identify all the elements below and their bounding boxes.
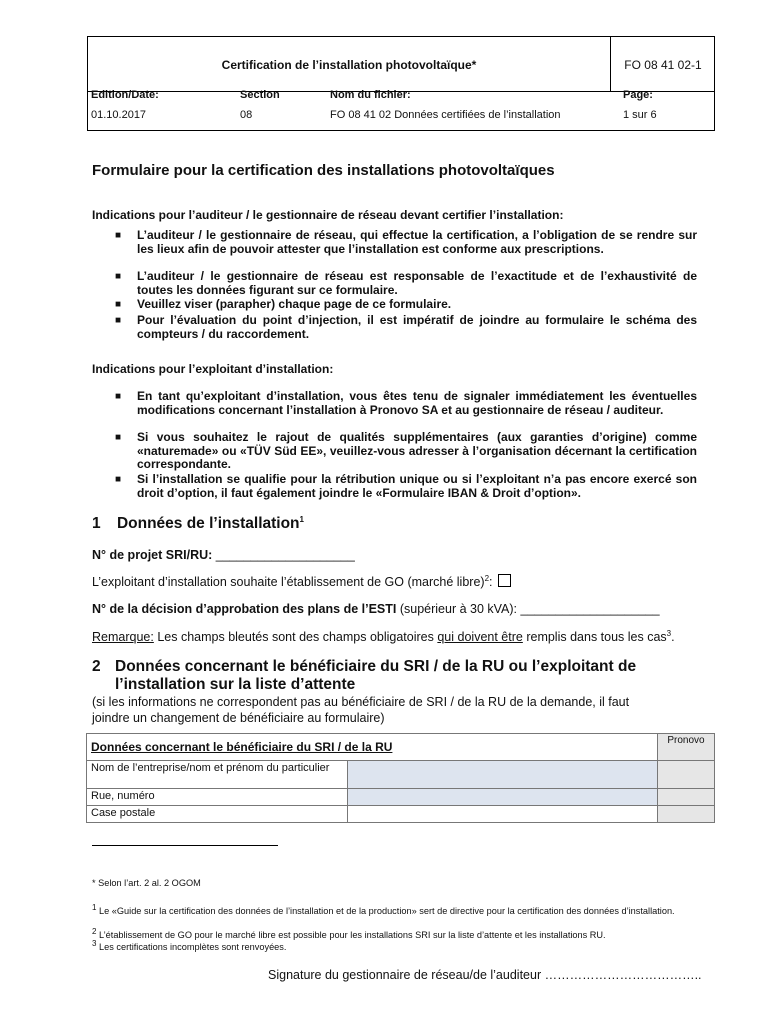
auditor-heading: Indications pour l’auditeur / le gestionnaire de réseau devant certifier l’installation: xyxy=(92,208,564,222)
remark-label: Remarque: xyxy=(92,630,154,645)
section-label: Section xyxy=(240,89,280,101)
section2-note-line1: (si les informations ne correspondent pas au bénéficiaire de SRI / de la RU de la demande, il faut xyxy=(92,695,630,709)
project-number-field[interactable]: ____________________ xyxy=(215,548,355,562)
pronovo-header: Pronovo xyxy=(658,734,715,761)
go-label: L’exploitant d’installation souhaite l’établissement de GO (marché libre) xyxy=(92,575,485,590)
footnote-3: 3 Les certifications incomplètes sont renvoyées. xyxy=(92,939,287,953)
po-box-field[interactable] xyxy=(347,806,657,823)
bullet-icon: ■ xyxy=(115,299,122,310)
pronovo-cell xyxy=(658,806,715,823)
go-checkbox[interactable] xyxy=(498,574,511,587)
pronovo-cell xyxy=(658,761,715,789)
page-value: 1 sur 6 xyxy=(623,109,657,121)
auditor-item: L’auditeur / le gestionnaire de réseau, qui effectue la certification, a l’obligation de se rendre sur les lieux afin de pouvoir attester que l’installation est conforme aux prescriptions. xyxy=(137,228,697,256)
project-number-row xyxy=(92,548,355,562)
company-name-field[interactable] xyxy=(347,761,657,789)
bullet-icon: ■ xyxy=(115,391,122,402)
operator-item: Si vous souhaitez le rajout de qualités supplémentaires (aux garanties d’origine) comme «naturemade» ou «TÜV Süd EE», veuillez-vous adresser à l’organisation décernant la certification correspondante. xyxy=(137,430,697,471)
remark-text-end: remplis dans tous les cas xyxy=(526,630,667,645)
main-title: Formulaire pour la certification des installations photovoltaïques xyxy=(92,162,555,179)
section1-heading: 1 Données de l’installation$^1$ xyxy=(92,515,304,533)
esti-field[interactable]: ____________________ xyxy=(520,602,660,616)
remark-row: Remarque: Les champs bleutés sont des champs obligatoires qui doivent être remplis dans tous les cas$^3$. xyxy=(92,629,675,645)
auditor-item: Veuillez viser (parapher) chaque page de ce formulaire. xyxy=(137,297,452,311)
bullet-icon: ■ xyxy=(115,271,122,282)
footnote-1: 1 Le «Guide sur la certification des données de l’installation et de la production» sert de directive pour la certification des données d’installation. xyxy=(92,903,675,917)
header-code: FO 08 41 02-1 xyxy=(624,58,702,72)
pronovo-cell xyxy=(658,789,715,806)
project-number-label: N° de projet SRI/RU: xyxy=(92,548,213,562)
edition-label: Edition/Date: xyxy=(91,89,159,101)
section2-number: 2 xyxy=(92,658,101,675)
footnote-divider xyxy=(92,845,278,846)
esti-row xyxy=(92,602,660,616)
row-label: Nom de l’entreprise/nom et prénom du particulier xyxy=(87,761,348,789)
auditor-item: L’auditeur / le gestionnaire de réseau est responsable de l’exactitude et de l’exhaustivité de toutes les données figurant sur ce formulaire. xyxy=(137,269,697,297)
file-value: FO 08 41 02 Données certifiées de l’installation xyxy=(330,109,561,121)
section1-number: 1 xyxy=(92,515,101,533)
operator-item: En tant qu’exploitant d’installation, vous êtes tenu de signaler immédiatement les éventuelles modifications concernant l’installation à Pronovo SA et au gestionnaire de réseau / auditeur. xyxy=(137,389,697,417)
bullet-icon: ■ xyxy=(115,230,122,241)
esti-label: N° de la décision d’approbation des plans de l’ESTI xyxy=(92,602,397,616)
auditor-item: Pour l’évaluation du point d’injection, il est impératif de joindre au formulaire le schéma des compteurs / du raccordement. xyxy=(137,313,697,341)
bullet-icon: ■ xyxy=(115,315,122,326)
section2-title-line2: l’installation sur la liste d’attente xyxy=(115,676,356,693)
go-row: L’exploitant d’installation souhaite l’établissement de GO (marché libre)$^2$: xyxy=(92,574,511,589)
section-value: 08 xyxy=(240,109,253,121)
edition-value: 01.10.2017 xyxy=(91,109,147,121)
row-label: Rue, numéro xyxy=(87,789,348,806)
footnote-2: 2 L’établissement de GO pour le marché libre est possible pour les installations SRI sur la liste d’attente et les installations RU. xyxy=(92,927,606,941)
row-label: Case postale xyxy=(87,806,348,823)
section2-title-line1: Données concernant le bénéficiaire du SRI / de la RU ou l’exploitant de xyxy=(115,658,637,675)
section2-note-line2: joindre un changement de bénéficiaire au formulaire) xyxy=(92,711,385,725)
esti-note: (supérieur à 30 kVA): xyxy=(399,602,518,616)
remark-underlined: qui doivent être xyxy=(437,630,523,645)
table-heading: Données concernant le bénéficiaire du SRI / de la RU xyxy=(91,740,393,754)
section1-title: Données de l’installation xyxy=(116,515,300,533)
operator-heading: Indications pour l’exploitant d’installation: xyxy=(92,362,334,376)
beneficiary-table xyxy=(86,733,715,823)
page-label: Page: xyxy=(623,89,653,101)
bullet-icon: ■ xyxy=(115,432,122,443)
remark-text: Les champs bleutés sont des champs obligatoires xyxy=(157,630,434,645)
footnote-star: * Selon l’art. 2 al. 2 OGOM xyxy=(92,878,201,888)
document-header xyxy=(87,36,715,131)
file-label: Nom du fichier: xyxy=(330,89,411,101)
operator-item: Si l’installation se qualifie pour la rétribution unique ou si l’exploitant n’a pas encore exercé son droit d’option, il faut également joindre le «Formulaire IBAN & Droit d’option». xyxy=(137,472,697,500)
header-title: Certification de l’installation photovoltaïque* xyxy=(221,58,477,72)
signature-line[interactable]: Signature du gestionnaire de réseau/de l’auditeur ……………………………….. xyxy=(268,968,702,982)
bullet-icon: ■ xyxy=(115,474,122,485)
street-field[interactable] xyxy=(347,789,657,806)
